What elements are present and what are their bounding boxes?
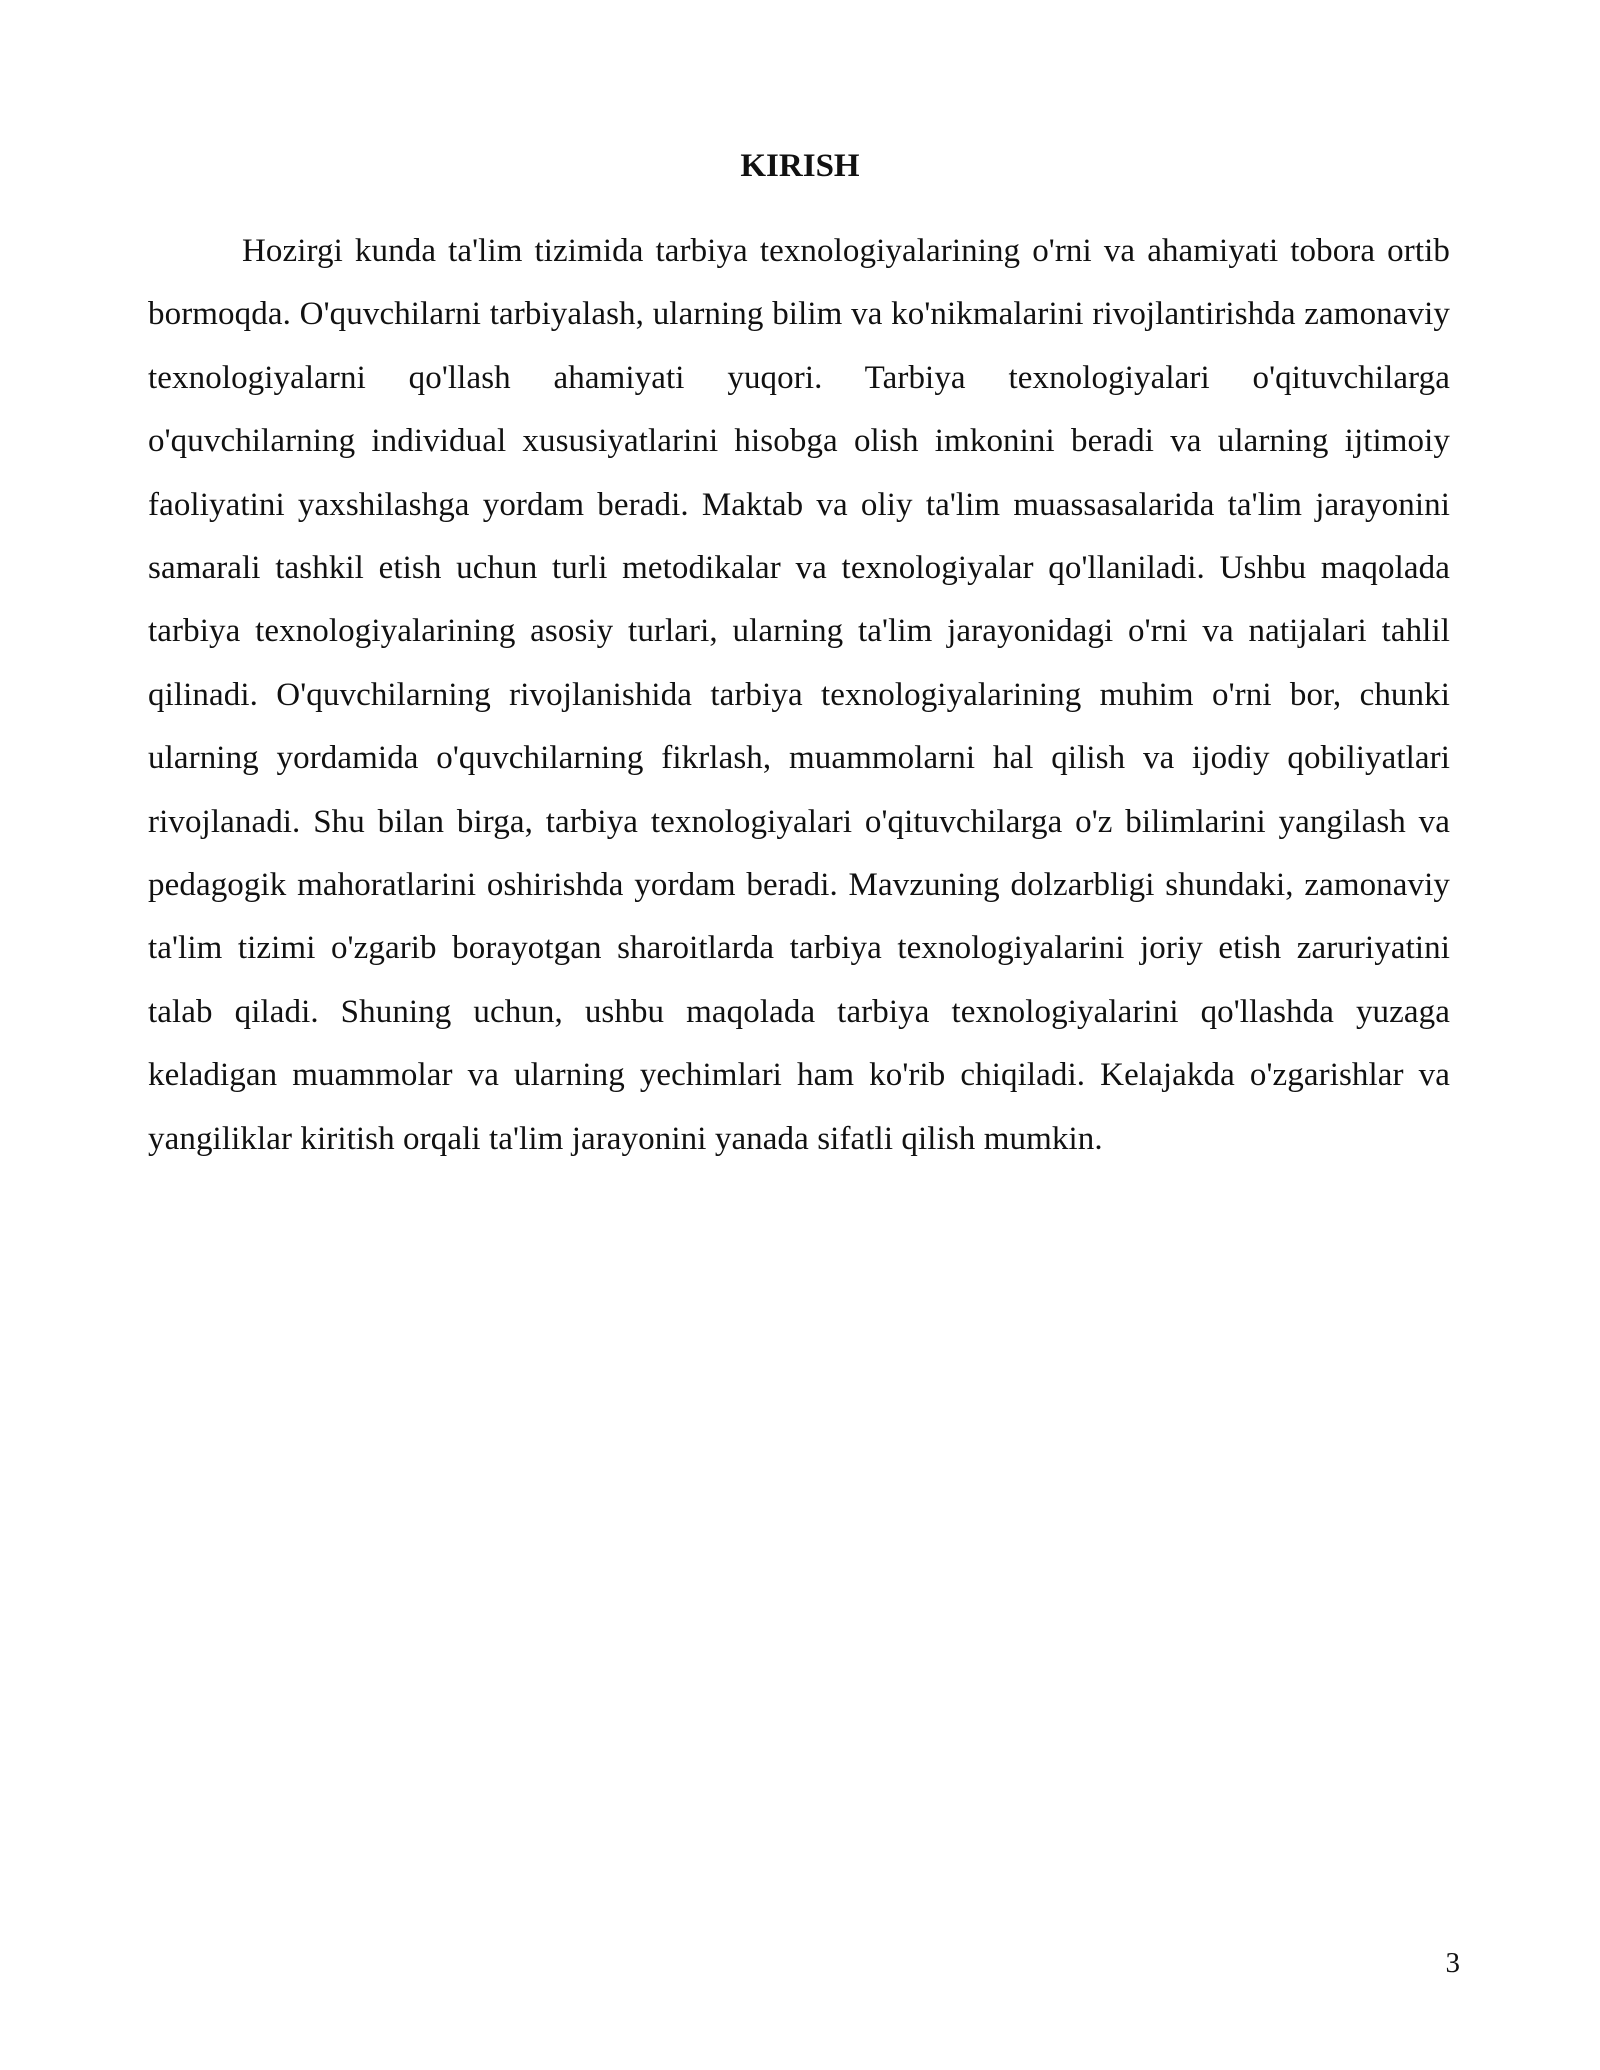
body-paragraph: Hozirgi kunda ta'lim tizimida tarbiya texnologiyalarining o'rni va ahamiyati tobora ortib bormoqda. O'quvchilarni tarbiyalash, ularning bilim va ko'nikmalarini rivojlantirishda zamonaviy texnologiyalarni qo'llash ahamiyati yuqori. Tarbiya texnologiyalari o'qituvchilarga o'quvchilarning individual xususiyatlarini hisobga olish imkonini beradi va ularning ijtimoiy faoliyatini yaxshilashga yordam beradi. Maktab va oliy ta'lim muassasalarida ta'lim jarayonini samarali tashkil etish uchun turli metodikalar va texnologiyalar qo'llaniladi. Ushbu maqolada tarbiya texnologiyalarining asosiy turlari, ularning ta'lim jarayonidagi o'rni va natijalari tahlil qilinadi. O'quvchilarning rivojlanishida tarbiya texnologiyalarining muhim o'rni bor, chunki ularning yordamida o'quvchilarning fikrlash, muammolarni hal qilish va ijodiy qobiliyatlari rivojlanadi. Shu bilan birga, tarbiya texnologiyalari o'qituvchilarga o'z bilimlarini yangilash va pedagogik mahoratlarini oshirishda yordam beradi. Mavzuning dolzarbligi shundaki, zamonaviy ta'lim tizimi o'zgarib borayotgan sharoitlarda tarbiya texnologiyalarini joriy etish zaruriyatini talab qiladi. Shuning uchun, ushbu maqolada tarbiya texnologiyalarini qo'llashda yuzaga keladigan muammolar va ularning yechimlari ham ko'rib chiqiladi. Kelajakda o'zgarishlar va yangiliklar kiritish orqali ta'lim jarayonini yanada sifatli qilish mumkin. (148, 233, 1450, 1157)
page-number: 3 (1445, 1947, 1460, 1979)
section-title: KIRISH (740, 148, 860, 184)
